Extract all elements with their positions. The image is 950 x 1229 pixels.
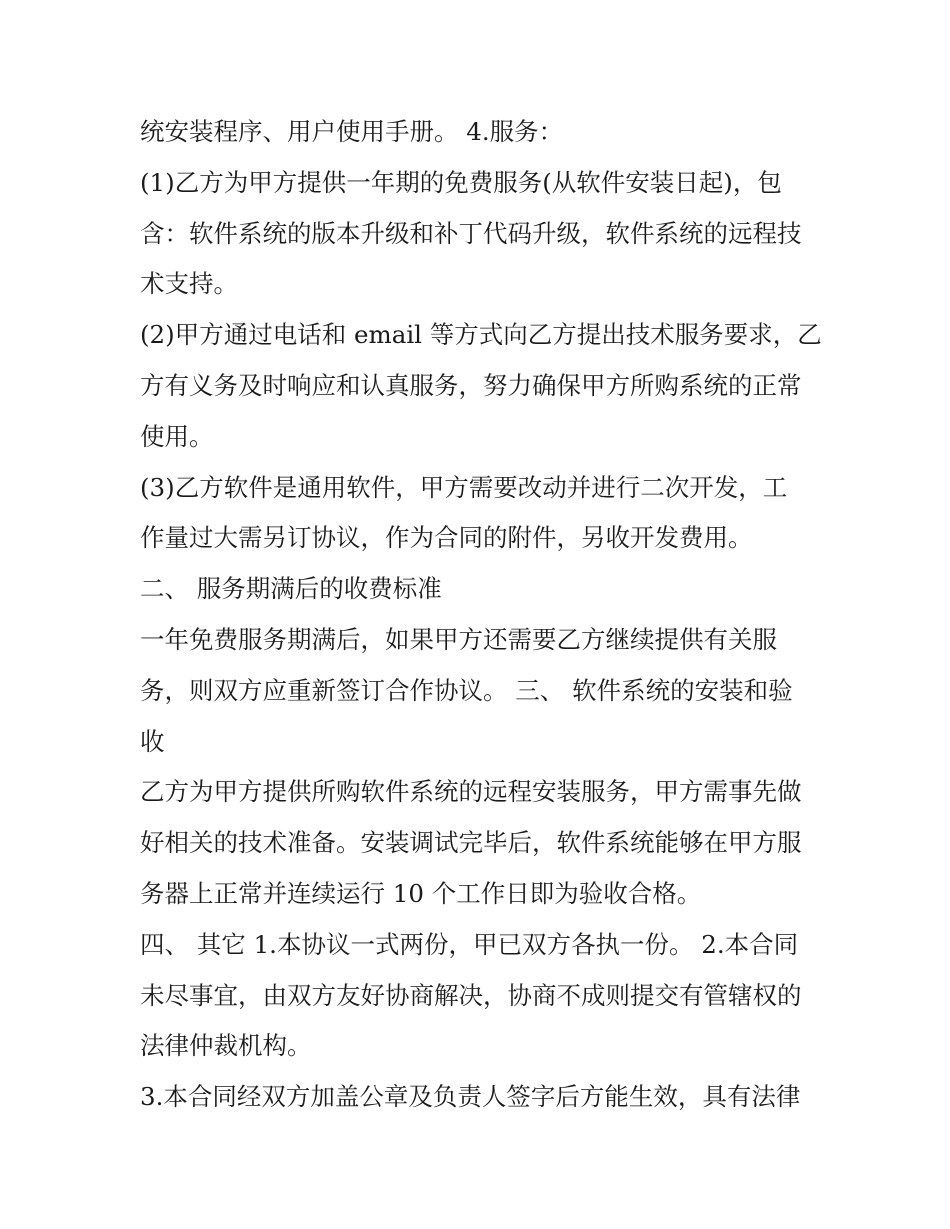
text-line: 术支持。 (140, 269, 238, 299)
text-line: 使用。 (140, 421, 214, 451)
text-line: (1)乙方为甲方提供一年期的免费服务(从软件安装日起)，包 (140, 167, 782, 197)
text-line: 统安装程序、用户使用手册。 4.服务： (140, 117, 564, 146)
text-line: 务，则双方应重新签订合作协议。 三、 软件系统的安装和验 (140, 675, 793, 705)
section-heading: 二、 服务期满后的收费标准 (140, 574, 442, 604)
text-line: 乙方为甲方提供所购软件系统的远程安装服务，甲方需事先做 (140, 777, 802, 807)
text-line: 务器上正常并连续运行 10 个工作日即为验收合格。 (140, 878, 702, 908)
text-line: 作量过大需另订协议，作为合同的附件，另收开发费用。 (140, 523, 753, 553)
text-line: 四、 其它 1.本协议一式两份，甲已双方各执一份。 2.本合同 (140, 929, 799, 959)
text-line: 方有义务及时响应和认真服务，努力确保甲方所购系统的正常 (140, 370, 802, 400)
text-line: 法律仲裁机构。 (140, 1031, 312, 1061)
text-line: 好相关的技术准备。安装调试完毕后，软件系统能够在甲方服 (140, 828, 802, 858)
document-body (140, 107, 820, 1123)
text-line: 3.本合同经双方加盖公章及负责人签字后方能生效，具有法律 (140, 1082, 801, 1112)
text-line: 一年免费服务期满后，如果甲方还需要乙方继续提供有关服 (140, 624, 777, 654)
text-line: (2)甲方通过电话和 email 等方式向乙方提出技术服务要求，乙 (140, 320, 822, 350)
text-line: 未尽事宜，由双方友好协商解决，协商不成则提交有管辖权的 (140, 980, 802, 1010)
text-line: (3)乙方软件是通用软件，甲方需要改动并进行二次开发，工 (140, 472, 788, 502)
text-line: 含：软件系统的版本升级和补丁代码升级，软件系统的远程技 (140, 218, 802, 248)
text-line: 收 (140, 726, 165, 756)
